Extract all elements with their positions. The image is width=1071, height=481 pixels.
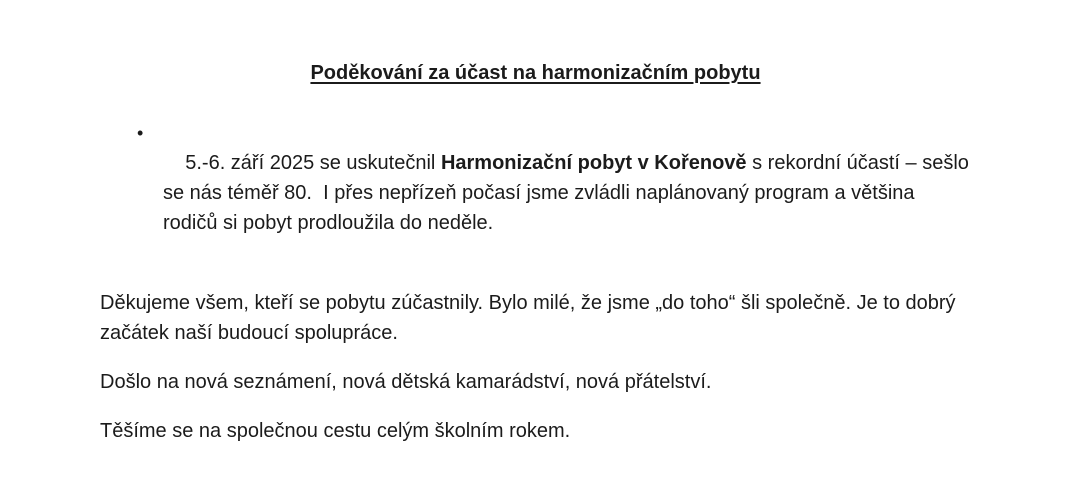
bullet-text-before-bold: 5.-6. září 2025 se uskutečnil (185, 152, 441, 174)
bullet-list-item (100, 118, 975, 268)
paragraph-thanks: Děkujeme všem, kteří se pobytu zúčastnily. Bylo milé, že jsme „do toho“ šli společně. Je to dobrý začátek naší budoucí spolupráce. (100, 292, 956, 344)
document-title: Poděkování za účast na harmonizačním pobytu (310, 62, 761, 84)
bullet-bold-text: Harmonizační pobyt v Kořenově (440, 152, 747, 174)
bullet-text-after-bold: s rekordní účastí – sešlo se nás téměř 80. I přes nepřízeň počasí jsme zvládli naplánovaný program a většina rodičů si pobyt prodloužila do neděle. (163, 152, 975, 234)
bullet-marker-icon: • (137, 123, 144, 143)
paragraph-friendships: Došlo na nová seznámení, nová dětská kamarádství, nová přátelství. (100, 371, 712, 393)
paragraph-school-year: Těšíme se na společnou cestu celým školním rokem. (100, 420, 571, 442)
